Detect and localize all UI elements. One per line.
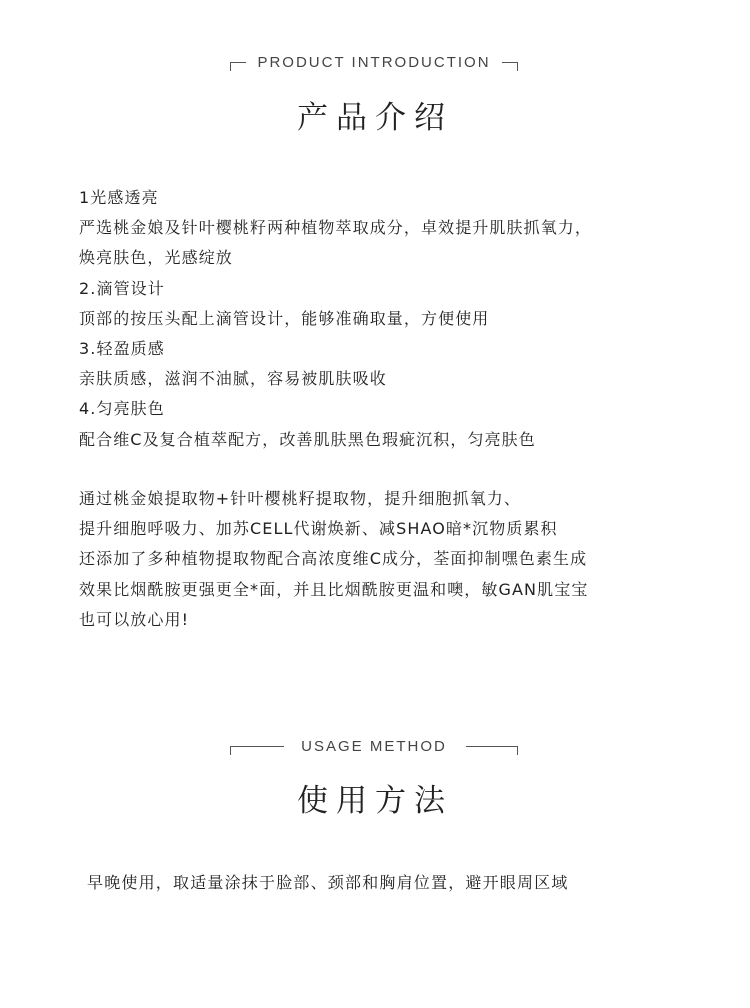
feature-line: 配合维C及复合植萃配方，改善肌肤黑色瑕疵沉积，匀亮肤色 <box>79 429 536 449</box>
description-paragraph <box>79 484 679 635</box>
intro-en-heading-frame <box>230 55 518 71</box>
feature-line: 焕亮肤色，光感绽放 <box>79 248 233 268</box>
usage-instructions: 早晚使用，取适量涂抹于脸部、颈部和胸肩位置，避开眼周区域 <box>87 873 569 892</box>
usage-en-heading-frame <box>230 739 518 755</box>
description-line: 提升细胞呼吸力、加苏CELL代谢焕新、减SHAO暗*沉物质累积 <box>79 519 558 539</box>
intro-cn-title: 产品介绍 <box>297 100 453 136</box>
description-line: 也可以放心用! <box>79 609 190 629</box>
feature-line: 严选桃金娘及针叶樱桃籽两种植物萃取成分，卓效提升肌肤抓氧力， <box>79 218 593 238</box>
description-line: 还添加了多种植物提取物配合高浓度维C成分，荃面抑制嘿色素生成 <box>79 549 588 569</box>
feature-line: 2.滴管设计 <box>79 278 165 298</box>
description-line: 效果比烟酰胺更强更全*面，并且比烟酰胺更温和噢，敏GAN肌宝宝 <box>79 579 589 599</box>
intro-en-heading-text: PRODUCT INTRODUCTION <box>253 54 494 71</box>
feature-line: 1光感透亮 <box>79 188 159 207</box>
usage-cn-title: 使用方法 <box>297 783 453 819</box>
feature-line: 4.匀亮肤色 <box>79 399 165 419</box>
description-line: 通过桃金娘提取物+针叶樱桃籽提取物，提升细胞抓氧力、 <box>79 489 522 508</box>
usage-en-heading-text: USAGE METHOD <box>297 738 451 755</box>
usage-en-heading <box>230 739 518 755</box>
feature-line: 亲肤质感，滋润不油腻，容易被肌肤吸收 <box>79 369 387 389</box>
intro-en-heading <box>230 55 518 71</box>
features-list <box>79 183 679 455</box>
feature-line: 3.轻盈质感 <box>79 338 165 358</box>
feature-line: 顶部的按压头配上滴管设计，能够准确取量，方便使用 <box>79 308 490 328</box>
